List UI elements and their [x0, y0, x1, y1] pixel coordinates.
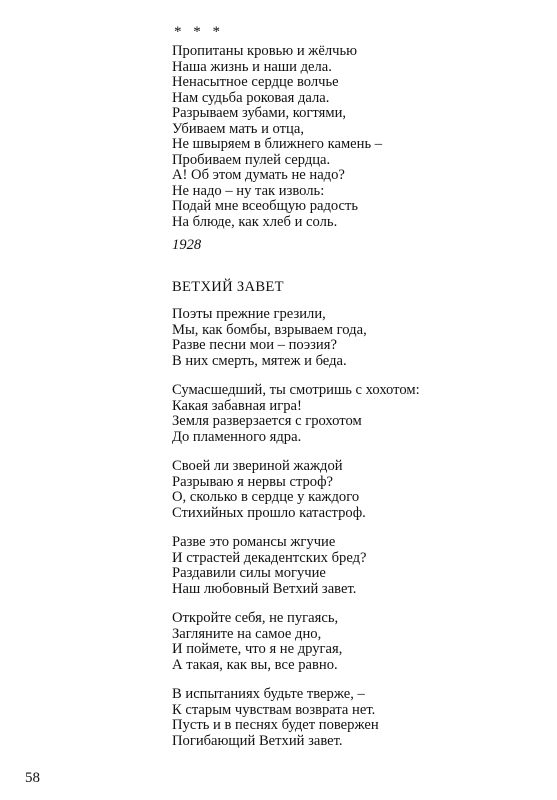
poem-line: Не швыряем в ближнего камень – — [172, 136, 383, 152]
poem-line: Убиваем мать и отца, — [172, 121, 304, 137]
poem-line: О, сколько в сердце у каждого — [172, 489, 360, 505]
poem-line: И страстей декадентских бред? — [172, 550, 367, 566]
poem-line: Не надо – ну так изволь: — [172, 183, 325, 199]
poem-line: Пробиваем пулей сердца. — [172, 152, 331, 168]
poem-title: ВЕТХИЙ ЗАВЕТ — [172, 279, 284, 295]
poem-line: А! Об этом думать не надо? — [172, 167, 345, 183]
poem-line: В испытаниях будьте тверже, – — [172, 686, 365, 702]
poem-line: Земля разверзается с грохотом — [172, 413, 362, 429]
poem-line: Подай мне всеобщую радость — [172, 198, 359, 214]
poem-line: Наша жизнь и наши дела. — [172, 59, 332, 75]
poem-line: Пусть и в песнях будет повержен — [172, 717, 379, 733]
poem-line: К старым чувствам возврата нет. — [172, 702, 376, 718]
poem-line: Пропитаны кровью и жёлчью — [172, 43, 358, 59]
poem-line: Разве это романсы жгучие — [172, 534, 336, 550]
poem-separator: * * * — [174, 24, 224, 40]
poem-line: Разрываем зубами, когтями, — [172, 105, 347, 121]
poem-line: Раздавили силы могучие — [172, 565, 326, 581]
poem-line: В них смерть, мятеж и беда. — [172, 353, 347, 369]
poem-line: Погибающий Ветхий завет. — [172, 733, 343, 749]
poem-line: Загляните на самое дно, — [172, 626, 322, 642]
poem-line: Откройте себя, не пугаясь, — [172, 610, 339, 626]
poem-line: Ненасытное сердце волчье — [172, 74, 339, 90]
poem-line: Разве песни мои – поэзия? — [172, 337, 337, 353]
poem-line: Наш любовный Ветхий завет. — [172, 581, 357, 597]
page-number: 58 — [25, 770, 40, 786]
poem-line: Мы, как бомбы, взрываем года, — [172, 322, 367, 338]
poem-line: На блюде, как хлеб и соль. — [172, 214, 338, 230]
poem-line: Поэты прежние грезили, — [172, 306, 326, 322]
poem-year: 1928 — [172, 237, 202, 253]
poem-line: Какая забавная игра! — [172, 398, 302, 414]
poem-line: Своей ли звериной жаждой — [172, 458, 343, 474]
poem-line: Стихийных прошло катастроф. — [172, 505, 366, 521]
poem-line: До пламенного ядра. — [172, 429, 302, 445]
poem-line: Нам судьба роковая дала. — [172, 90, 330, 106]
poem-line: Сумасшедший, ты смотришь с хохотом: — [172, 382, 420, 398]
poem-line: Разрываю я нервы строф? — [172, 474, 334, 490]
poem-line: А такая, как вы, все равно. — [172, 657, 338, 673]
poem-line: И поймете, что я не другая, — [172, 641, 343, 657]
